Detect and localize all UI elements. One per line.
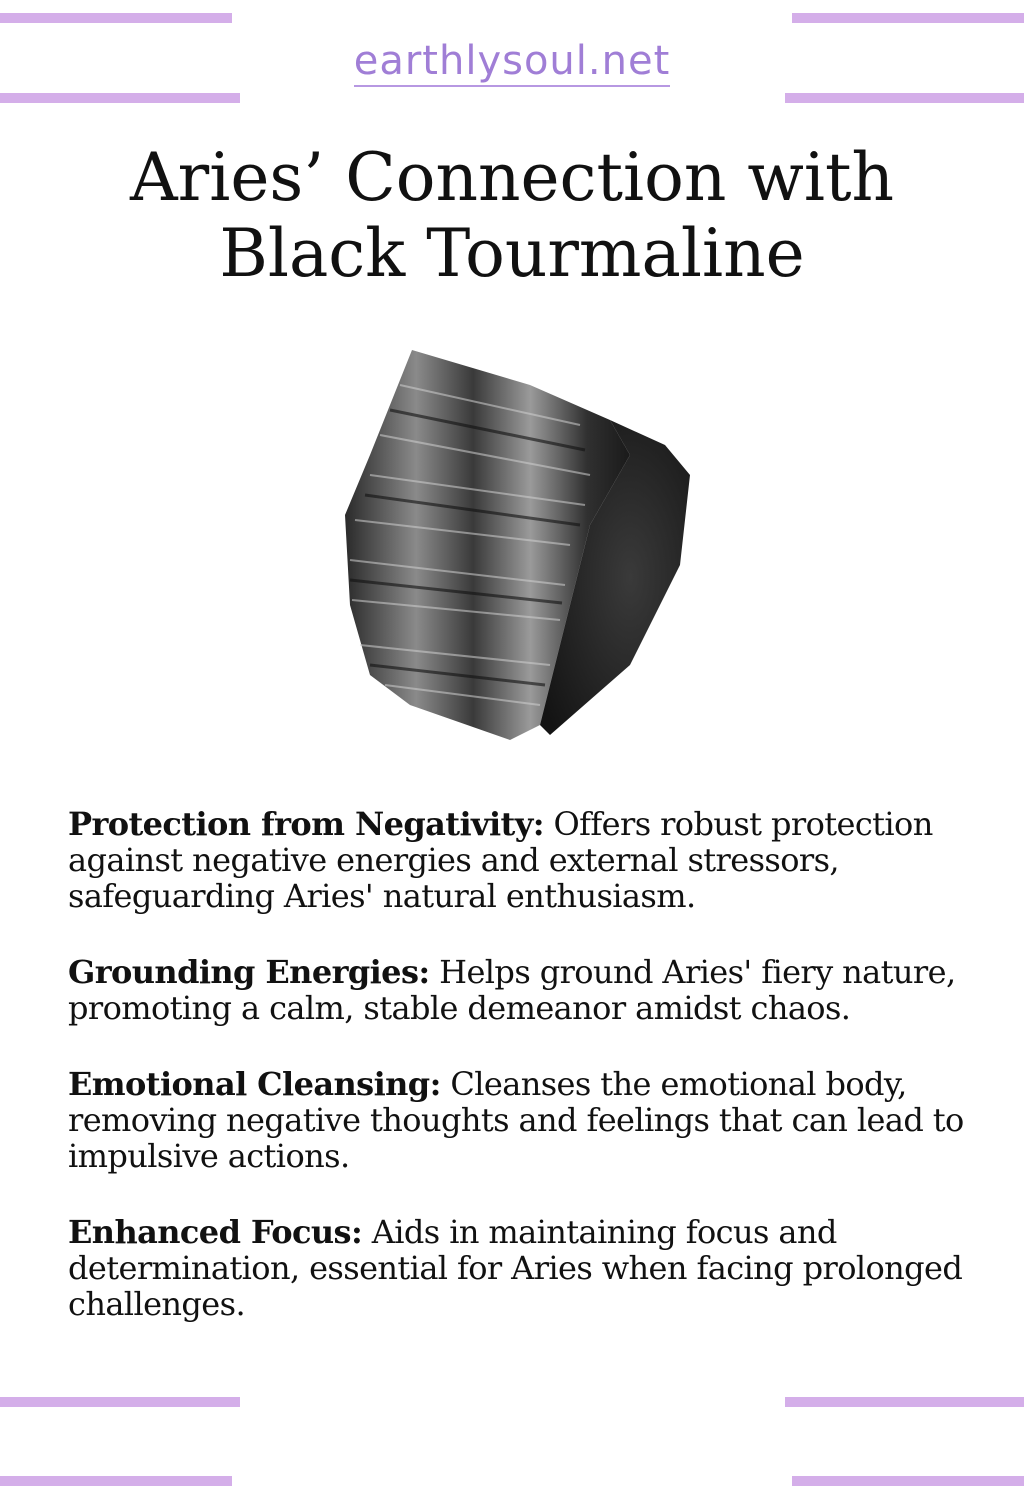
black-tourmaline-image: [330, 345, 700, 750]
site-logo[interactable]: [0, 38, 1024, 87]
bottom-right-bar-lower: [792, 1476, 1024, 1486]
top-left-bar-upper: [0, 13, 232, 23]
page-title-line-2: Black Tourmaline: [219, 215, 805, 292]
benefit-label: Protection from Negativity:: [68, 805, 544, 843]
benefits-list: [68, 806, 968, 1362]
bottom-left-bar-lower: [0, 1476, 232, 1486]
benefit-item: [68, 1214, 968, 1322]
benefit-text: Helps ground Aries' fiery nature, promoting a calm, stable demeanor amidst chaos.: [68, 953, 956, 1027]
top-right-bar-lower: [785, 93, 1024, 103]
benefit-label: Enhanced Focus:: [68, 1213, 363, 1251]
site-logo-text: earthlysoul.net: [354, 39, 671, 87]
benefit-item: [68, 954, 968, 1026]
benefit-item: [68, 806, 968, 914]
page-title: [0, 140, 1024, 292]
top-left-bar-lower: [0, 93, 240, 103]
benefit-text: Offers robust protection against negative energies and external stressors, safeguarding Aries' natural enthusiasm.: [68, 805, 933, 915]
benefit-text: Cleanses the emotional body, removing negative thoughts and feelings that can lead to impulsive actions.: [68, 1065, 964, 1175]
bottom-right-bar-upper: [785, 1397, 1024, 1407]
benefit-text: Aids in maintaining focus and determination, essential for Aries when facing prolonged challenges.: [68, 1213, 963, 1323]
page-title-line-1: Aries’ Connection with: [130, 139, 894, 216]
benefit-item: [68, 1066, 968, 1174]
benefit-label: Grounding Energies:: [68, 953, 430, 991]
bottom-left-bar-upper: [0, 1397, 240, 1407]
top-right-bar-upper: [792, 13, 1024, 23]
benefit-label: Emotional Cleansing:: [68, 1065, 441, 1103]
